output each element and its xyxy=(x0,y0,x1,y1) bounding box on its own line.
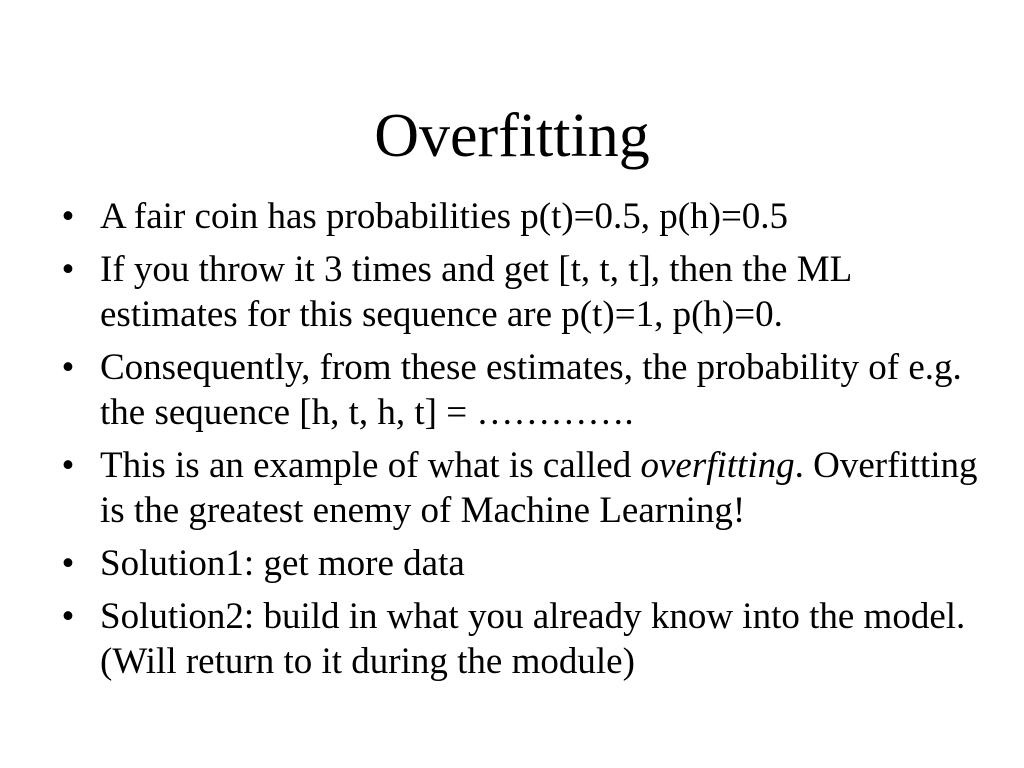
bullet-item xyxy=(61,594,988,684)
slide-title: Overfitting xyxy=(374,102,650,170)
bullet-text xyxy=(100,445,978,531)
bullet-marker: • xyxy=(61,445,75,486)
bullet-marker: • xyxy=(61,543,75,584)
bullet-text: A fair coin has probabilities p(t)=0.5, p(h)=0.5 xyxy=(100,196,789,237)
bullet-text-part: . Overfitting is the greatest enemy of Machine Learning! xyxy=(100,445,978,531)
bullet-text: Solution1: get more data xyxy=(100,543,465,584)
bullet-item xyxy=(61,443,988,533)
bullet-text: Solution2: build in what you already know into the model. (Will return to it during the module) xyxy=(100,596,966,682)
bullet-marker: • xyxy=(61,196,75,237)
bullet-text-part: This is an example of what is called xyxy=(100,445,641,486)
bullet-marker: • xyxy=(61,347,75,388)
bullet-item xyxy=(61,194,988,239)
bullet-item xyxy=(61,345,988,435)
bullet-item xyxy=(61,541,988,586)
emphasized-term: overfitting xyxy=(640,445,795,486)
bullet-item xyxy=(61,247,988,337)
bullet-list xyxy=(61,194,988,684)
bullet-text: If you throw it 3 times and get [t, t, t], then the ML estimates for this sequence are p(t)=1, p(h)=0. xyxy=(100,249,851,335)
bullet-marker: • xyxy=(61,596,75,637)
bullet-text: Consequently, from these estimates, the probability of e.g. the sequence [h, t, h, t] = …………. xyxy=(100,347,962,433)
bullet-marker: • xyxy=(61,249,75,290)
